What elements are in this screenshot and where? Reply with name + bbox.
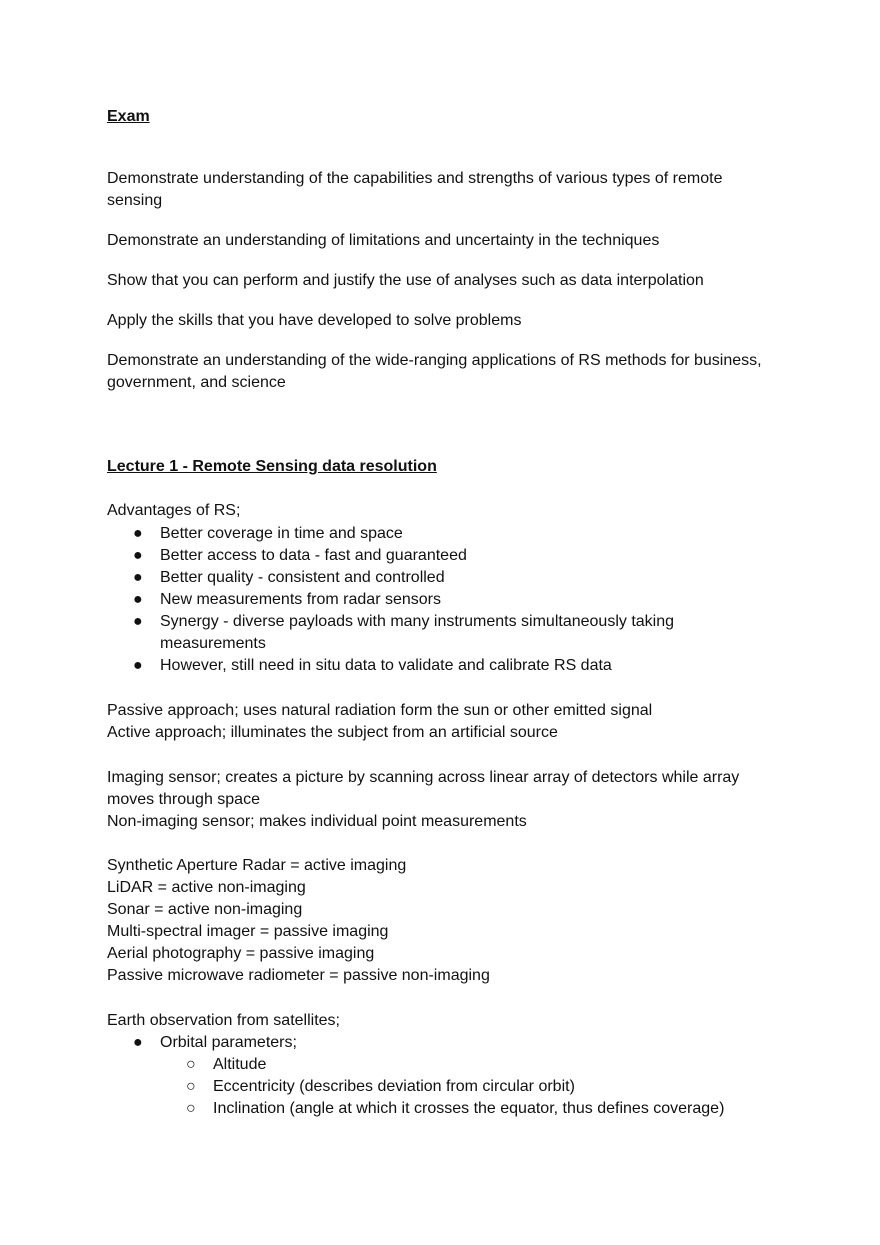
example-line: LiDAR = active non-imaging [107,879,306,896]
eo-title: Earth observation from satellites; [107,1012,340,1029]
lecture1-heading: Lecture 1 - Remote Sensing data resolution [107,458,437,475]
example-line: Aerial photography = passive imaging [107,945,375,962]
exam-item: government, and science [107,374,286,391]
advantage-item: New measurements from radar sensors [160,591,441,608]
advantage-item: However, still need in situ data to validate and calibrate RS data [160,657,612,674]
example-line: Multi-spectral imager = passive imaging [107,923,389,940]
sub-bullet-icon: ○ [186,1056,196,1073]
bullet-icon: ● [133,613,143,630]
example-line: Sonar = active non-imaging [107,901,303,918]
example-line: Passive microwave radiometer = passive non-imaging [107,967,490,984]
exam-item: Demonstrate understanding of the capabilities and strengths of various types of remote [107,170,723,187]
exam-item: Demonstrate an understanding of limitations and uncertainty in the techniques [107,232,660,249]
sensor-line: Imaging sensor; creates a picture by scanning across linear array of detectors while array [107,769,740,786]
example-line: Synthetic Aperture Radar = active imaging [107,857,407,874]
bullet-icon: ● [133,525,143,542]
sub-bullet-icon: ○ [186,1100,196,1117]
orbital-item: Altitude [213,1056,267,1073]
advantages-title: Advantages of RS; [107,502,241,519]
exam-heading: Exam [107,108,150,125]
orbital-title: Orbital parameters; [160,1034,297,1051]
advantage-item: Better quality - consistent and controlled [160,569,445,586]
bullet-icon: ● [133,547,143,564]
approach-line: Active approach; illuminates the subject from an artificial source [107,724,558,741]
exam-item: Apply the skills that you have developed to solve problems [107,312,522,329]
advantage-item: measurements [160,635,266,652]
bullet-icon: ● [133,1034,143,1051]
sensor-line: moves through space [107,791,260,808]
orbital-item: Inclination (angle at which it crosses the equator, thus defines coverage) [213,1100,725,1117]
advantage-item: Synergy - diverse payloads with many instruments simultaneously taking [160,613,675,630]
sub-bullet-icon: ○ [186,1078,196,1095]
exam-item: Demonstrate an understanding of the wide-ranging applications of RS methods for business, [107,352,762,369]
advantage-item: Better coverage in time and space [160,525,403,542]
bullet-icon: ● [133,569,143,586]
bullet-icon: ● [133,657,143,674]
bullet-icon: ● [133,591,143,608]
exam-item: sensing [107,192,163,209]
advantage-item: Better access to data - fast and guaranteed [160,547,467,564]
exam-item: Show that you can perform and justify the use of analyses such as data interpolation [107,272,704,289]
approach-line: Passive approach; uses natural radiation form the sun or other emitted signal [107,702,653,719]
orbital-item: Eccentricity (describes deviation from circular orbit) [213,1078,575,1095]
sensor-line: Non-imaging sensor; makes individual point measurements [107,813,527,830]
